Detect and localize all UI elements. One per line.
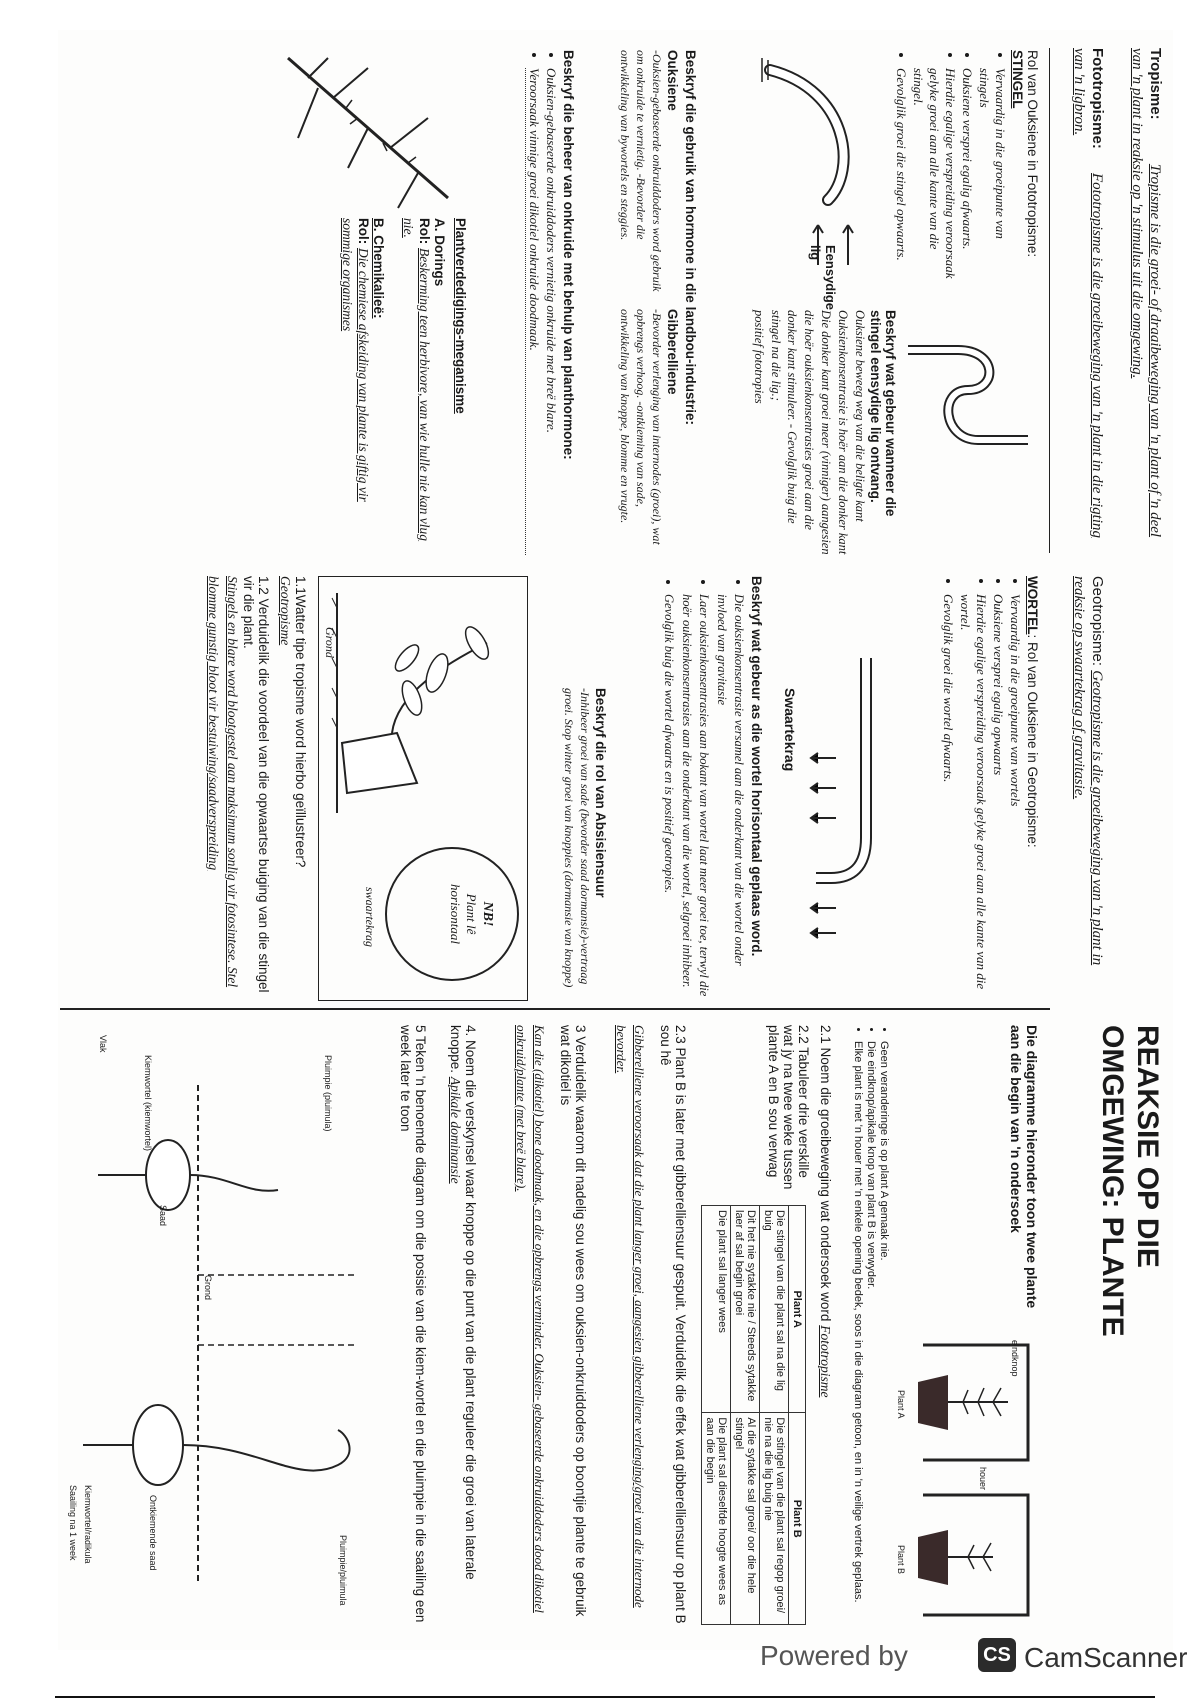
- absisiensuur-text: -Inhibeer groei van sade (bevorder saad dormansie)-vertraag groei. Stop winter groei van knoppies (dormansie van knoppe): [561, 688, 592, 988]
- q4-answer: Apikale dominansie: [448, 1076, 463, 1184]
- divider: [1049, 48, 1050, 553]
- list-item: • Hierdie egalige verspreiding veroorsaak gelyke groei aan alle kante van die wortel.: [957, 594, 989, 1001]
- dorings-title: A. Dorings: [432, 218, 447, 287]
- table-cell: Die stingel van die plant sal na die lig buig: [760, 1206, 789, 1413]
- eindknop-label: eindknop: [1010, 1340, 1020, 1377]
- fototropisme-definition: [1070, 48, 1106, 548]
- gravity-label: Swaartekrag: [782, 688, 798, 772]
- column-geotropisme: [58, 568, 1168, 1008]
- wortel-keyword: WORTEL: [1025, 576, 1040, 635]
- hormone-heading: Beskryf die gebruik van hormone in die landbou-industrie:: [683, 50, 698, 426]
- bottom-rule: [55, 1696, 1155, 1698]
- seed-label: Vlak: [98, 1035, 108, 1053]
- fototropisme-text: Fototropisme is die groeibeweging van 'n plant in die rigting van 'n ligbron.: [1071, 48, 1105, 538]
- horizontal-root-diagram: [776, 638, 886, 958]
- table-cell: Die plant sal dieselfde hoogte wees as aan die begin: [702, 1413, 731, 1625]
- powered-by-text: Powered by: [760, 1640, 908, 1671]
- seed-label: Saad: [158, 1205, 168, 1227]
- question-2-3: 2.3 Plant B is later met gibberelliensuur gespuit. Verduidelik die effek wat gibberelliensuur op plant B sou hê: [658, 1025, 688, 1624]
- verdediging-section: [339, 218, 468, 548]
- text-line: Ouksiene beweeg weg van die beligte kant: [853, 310, 867, 522]
- answer-2-3: Gibberelliene veroorsaak dat die plant langer groei, aangesien gibberelliene verlenging/groei van die internode bevorder.: [613, 1025, 647, 1608]
- table-cell: Die plant sal langer wees: [702, 1206, 731, 1413]
- tropisme-label: Tropisme:: [1147, 48, 1164, 120]
- horisontaal-section: [659, 576, 764, 1001]
- q2-intro: Die diagramme hieronder toon twee plante aan die begin van 'n ondersoek: [1008, 1025, 1040, 1309]
- light-label: Eensydige lig: [808, 245, 838, 311]
- page-title: [1095, 1025, 1164, 1625]
- table-row: [702, 1206, 731, 1625]
- dorings-rol-text: Beskerming teen herbivore, van wie hulle nie kan vlug nie.: [401, 218, 432, 542]
- q2-bullets: [851, 1025, 891, 1641]
- horizontal-plant-box: [318, 576, 528, 1001]
- ouksiene-text: -Ouksien-gebaseerde onkruiddoders word gebruik om onkruide te vernietig. -Bevorder die ontwikkeling van bywortels en steggies.: [617, 50, 664, 292]
- geotropisme-definition: [1070, 576, 1106, 1001]
- list-item: • Die eindknop/apikale knop van plant B is verwyder.: [865, 1041, 877, 1641]
- list-item: • Vervaardig in die groeipunte van stingels: [976, 68, 1008, 280]
- title-line-1: REAKSIE OP DIE: [1131, 1025, 1164, 1268]
- chemikaliee-rol-text: Die chemiese afskeiding van plante is giftig vir sommige organismes: [340, 218, 371, 502]
- swaartekrag-label: swaartekrag: [363, 887, 377, 947]
- absisiensuur-heading: Beskryf die rol van Absisiensuur: [593, 688, 608, 898]
- seedling-diagram: [78, 1025, 378, 1625]
- question-2-1: [817, 1025, 833, 1625]
- wortel-heading: : Rol van Ouksiene in Geotropisme:: [1025, 634, 1040, 848]
- worksheet-rotated: [58, 40, 1168, 1640]
- list-item: • Die ouksienkonsentrasie versamel aan die onderkant van die wortel onder invloed van gravitasie: [713, 594, 747, 1001]
- question-5: 5 Teken 'n benoemde diagram om die posisie van die kiem-wortel en die pluimpie in die saailing een week later te toon: [398, 1025, 428, 1623]
- column-questions: [58, 1015, 1168, 1635]
- tropisme-text: Tropisme is die groei- of draaibeweging van 'n plant of 'n deel van 'n plant in reaksie op 'n stimulus uit die omgewing.: [1129, 48, 1163, 538]
- table-header: Plant B: [789, 1413, 806, 1625]
- text-line: positief fototropies: [751, 310, 766, 404]
- answer-1-1: Geotropisme: [278, 576, 293, 646]
- seed-label: Kiemwortel/radikula: [83, 1485, 93, 1564]
- absisiensuur-section: [561, 688, 608, 998]
- nb-circle: [385, 847, 519, 981]
- list-item: • Geen veranderinge is op plant A gemaak nie.: [878, 1041, 890, 1641]
- hormone-section: [616, 50, 698, 555]
- list-item: • Veroorsaak vinnige groei dikotiel onkruide doodmaak.: [525, 68, 542, 555]
- wortel-section: [938, 576, 1040, 1001]
- verdediging-heading: Plantverdedigings-meganisme: [453, 218, 468, 414]
- gibberelliene-title: Gibberelliene: [665, 309, 680, 395]
- plant-comparison-table: [701, 1205, 806, 1625]
- text-line: Die donker kant groei meer (vinniger) aangesien die hoër ouksienkonsentrasies groei aan die donker kant stimuleer. - Gevolglik buig die stingel na die lig.;: [768, 310, 834, 555]
- stingel-heading: Rol van Ouksiene in Fototropisme:: [1025, 50, 1040, 258]
- onkruide-section: [523, 50, 576, 555]
- seed-label: Pluimpie/pluimula: [338, 1535, 348, 1606]
- question-3: 3 Verduidelik waarom dit nadelig sou wees om ouksien-onkruiddoders op boontjie plante te gebruik wat dikotiel is: [558, 1025, 588, 1617]
- list-item: • Ouksien-gebaseerde onkruiddoders vernietig onkruide met breë blare.: [543, 68, 559, 555]
- list-item: • Vervaardig in die groeipunte van wortels: [1007, 594, 1023, 1001]
- text-line: Ouksienkonsentrasie is hoër aan die donker kant: [836, 310, 851, 555]
- rol-label: Rol:: [417, 218, 432, 245]
- q2-1-text: 2.1 Noem die groeibeweging wat ondersoek word: [818, 1025, 833, 1322]
- scanned-sheet: [58, 30, 1173, 1650]
- title-line-2: OMGEWING: PLANTE: [1096, 1025, 1130, 1337]
- horizontal-plant-drawing: [327, 583, 507, 823]
- divider: [60, 1008, 1050, 1010]
- stingel-keyword: STINGEL: [1010, 50, 1025, 109]
- seed-label: Pluimpie (pluimula): [323, 1055, 333, 1132]
- plant-a-label: Plant A: [896, 1390, 906, 1419]
- geotropisme-text: Geotropisme is die groeibeweging van 'n plant in reaksie op swaartekrag of gravitasie.: [1071, 576, 1105, 966]
- table-cell: Die stingel van die plant sal regop groei/ nie na die lig buig nie: [760, 1413, 789, 1625]
- fototropisme-label: Fototropisme:: [1089, 48, 1106, 149]
- seed-label: Grond: [203, 1275, 213, 1301]
- seed-label: Ontkiemende saad: [148, 1495, 158, 1571]
- table-header: Plant A: [789, 1206, 806, 1413]
- camscanner-logo: CS: [978, 1638, 1016, 1672]
- list-item: • Ouksiene versprei egalig afwaarts.: [959, 68, 975, 280]
- plant-b-label: Plant B: [896, 1545, 906, 1575]
- stingel-section: [891, 50, 1040, 280]
- table-cell: Al die sytakke sal groei/ oor die hele stingel: [731, 1413, 760, 1625]
- tropisme-definition: [1128, 48, 1164, 548]
- nb-title: NB!: [480, 901, 495, 927]
- list-item: • Elke plant is met 'n houer met 'n enkele opening bedek, soos in die diagram getoon, en in 'n veilige vertrek geplaas.: [852, 1041, 864, 1641]
- answer-3: Kan die (dikotiel) bone doodmaak, en die opbrengs verminder. Ouksien- gebaseerde onkruiddoders dood dikotiel onkruid/plante (met breë blare).: [513, 1025, 547, 1613]
- list-item: • Gevolglik groei die wortel afwaarts.: [940, 594, 956, 1001]
- answer-1-2: Stingels en blare word blootgestel aan maksimum sonlig vir fotosintese. Stel blomme gunstig bloot vir bestuiwing/saadverspreiding: [206, 576, 240, 988]
- question-4: [447, 1025, 478, 1625]
- root-diagram: [898, 330, 1038, 450]
- list-item: • Gevolglik groei die stingel opwaarts.: [893, 68, 909, 280]
- chemikaliee-title: B. Chemikalieë:: [371, 218, 386, 319]
- rol-label: Rol:: [356, 218, 371, 245]
- q4-text: 4. Noem die verskynsel waar knoppe op die punt van die plant reguleer die groei van laterale knoppe.: [448, 1025, 478, 1580]
- table-row: [731, 1206, 760, 1625]
- column-definitions: [58, 40, 1168, 560]
- camscanner-brand: CamScanner: [1024, 1642, 1188, 1673]
- list-item: • Ouksiene versprei egalig opwaarts: [990, 594, 1006, 1001]
- geotropisme-label: Geotropisme:: [1089, 576, 1106, 667]
- table-cell: Dit het nie sytakke nie / Steeds sytakke laer af sal begin groei: [731, 1206, 760, 1413]
- eensydig-section: [750, 310, 898, 555]
- houer-label: houer: [978, 1467, 988, 1491]
- gibberelliene-text: -Bevorder verlenging van internodes (groei), wat opbrengs verhoog. -ontkieming van sade, ontwikkeling van knoppe, blomme en vrugte.: [617, 309, 664, 545]
- list-item: • Laer ouksienkonsentrasies aan bokant van wortel laat meer groei toe, terwyl die hoër ouksienkonsentrasies aan die onderkant van die wortel, selgroei inhibeer.: [679, 594, 713, 1001]
- question-1-2: 1.2 Verduidelik die voordeel van die opwaartse buiging van die stingel vir die plant.: [241, 576, 271, 993]
- grond-label: Grond: [323, 627, 337, 658]
- ouksiene-title: Ouksiene: [665, 50, 680, 111]
- list-item: • Gevolglik buig die wortel afwaarts en is positief geotropies.: [661, 594, 678, 1001]
- thorny-branch-diagram: [278, 48, 468, 213]
- nb-text: Plant lê horisontaal: [448, 884, 479, 944]
- question-1-1: 1.1Watter tipe tropisme word hierbo geïllustreer?: [293, 576, 308, 868]
- seed-label: Kiemwortel (kiemwortel): [143, 1055, 153, 1152]
- onkruide-heading: Beskryf die beheer van onkruide met behulp van planthormone:: [561, 50, 576, 460]
- table-row: [760, 1206, 789, 1625]
- eensydig-heading: Beskryf wat gebeur wanneer die stingel eensydige lig ontvang.: [868, 310, 898, 517]
- list-item: • Hierdie egalige verspreiding veroorsaak gelyke groei aan alle kante van die stingel.: [910, 68, 958, 280]
- q2-1-answer: Fototropisme: [818, 1325, 833, 1398]
- question-2-2: 2.2 Tabuleer drie verskille wat jy na twee weke tussen plante A en B sou verwag: [766, 1025, 811, 1190]
- question-1-section: [203, 576, 308, 1001]
- horisontaal-heading: Beskryf wat gebeur as die wortel horisontaal geplaas word.: [749, 576, 764, 957]
- seed-label: Saailing na 1 week: [68, 1485, 78, 1561]
